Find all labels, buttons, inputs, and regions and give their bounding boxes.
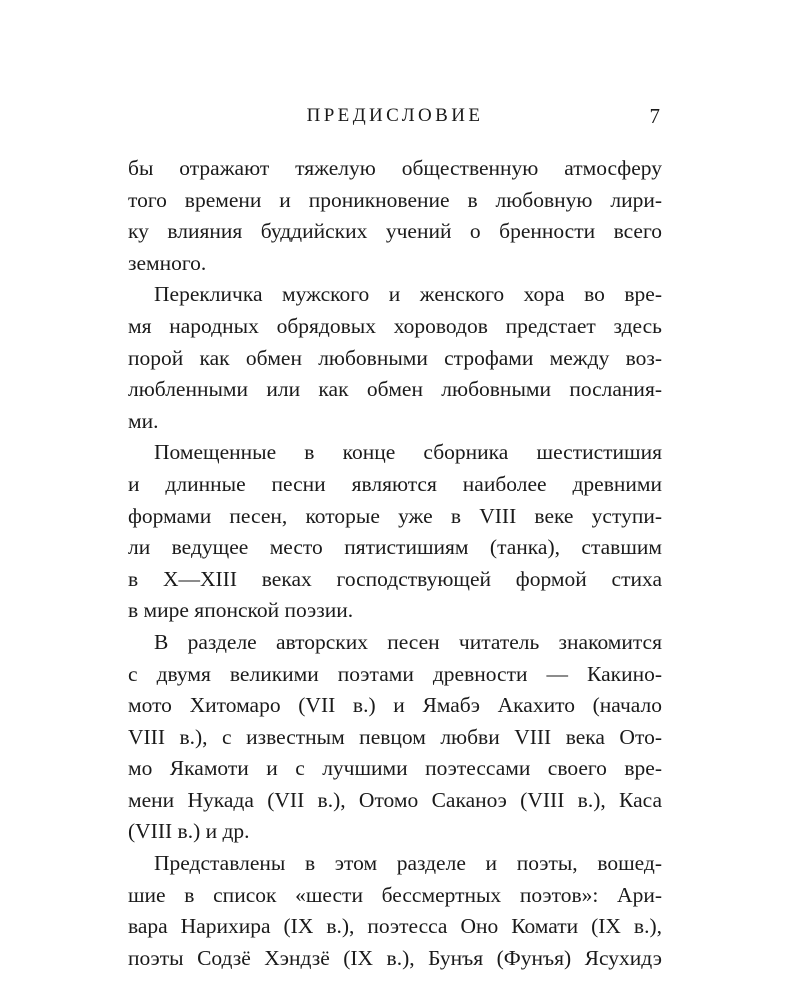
text-line: VIII в.), с известным певцом любви VIII века Ото-	[128, 724, 662, 749]
text-line: (VIII в.) и др.	[128, 819, 250, 844]
text-line: ли ведущее место пятистишиям (танка), ставшим	[128, 535, 662, 560]
text-line: поэты Содзё Хэндзё (IX в.), Бунъя (Фунъя) Ясухидэ	[128, 945, 662, 970]
body-text	[128, 153, 662, 974]
text-line: и длинные песни являются наиболее древними	[128, 471, 662, 496]
text-line: в мире японской поэзии.	[128, 598, 354, 623]
text-line: порой как обмен любовными строфами между воз-	[128, 345, 662, 370]
text-line: с двумя великими поэтами древности — Какино-	[128, 661, 662, 686]
text-line: бы отражают тяжелую общественную атмосферу	[128, 156, 662, 180]
text-line: в X—XIII веках господствующей формой стиха	[128, 566, 662, 591]
text-line: мя народных обрядовых хороводов предстает здесь	[128, 313, 662, 338]
text-line: Помещенные в конце сборника шестистишия	[154, 440, 662, 465]
text-line: того времени и проникновение в любовную лири-	[128, 187, 662, 212]
text-line: ку влияния буддийских учений о бренности всего	[128, 219, 662, 244]
running-head	[128, 101, 662, 131]
text-line: мени Нукада (VII в.), Отомо Саканоэ (VIII в.), Каса	[128, 787, 662, 812]
text-line: любленными или как обмен любовными послания-	[128, 377, 662, 402]
running-title: ПРЕДИСЛОВИЕ	[306, 105, 484, 126]
text-line: В разделе авторских песен читатель знакомится	[154, 629, 662, 654]
text-line: Представлены в этом разделе и поэты, вошед-	[154, 851, 662, 876]
text-line: ми.	[128, 408, 159, 433]
text-line: вара Нарихира (IX в.), поэтесса Оно Комати (IX в.),	[128, 914, 662, 939]
text-line: Перекличка мужского и женского хора во вре-	[154, 282, 662, 307]
text-line: формами песен, которые уже в VIII веке уступи-	[128, 503, 662, 528]
page-number: 7	[649, 104, 660, 128]
text-line: шие в список «шести бессмертных поэтов»: Ари-	[128, 882, 662, 907]
text-line: мото Хитомаро (VII в.) и Ямабэ Акахито (начало	[128, 693, 662, 718]
text-line: мо Якамоти и с лучшими поэтессами своего вре-	[128, 756, 662, 781]
text-line: земного.	[128, 250, 207, 275]
